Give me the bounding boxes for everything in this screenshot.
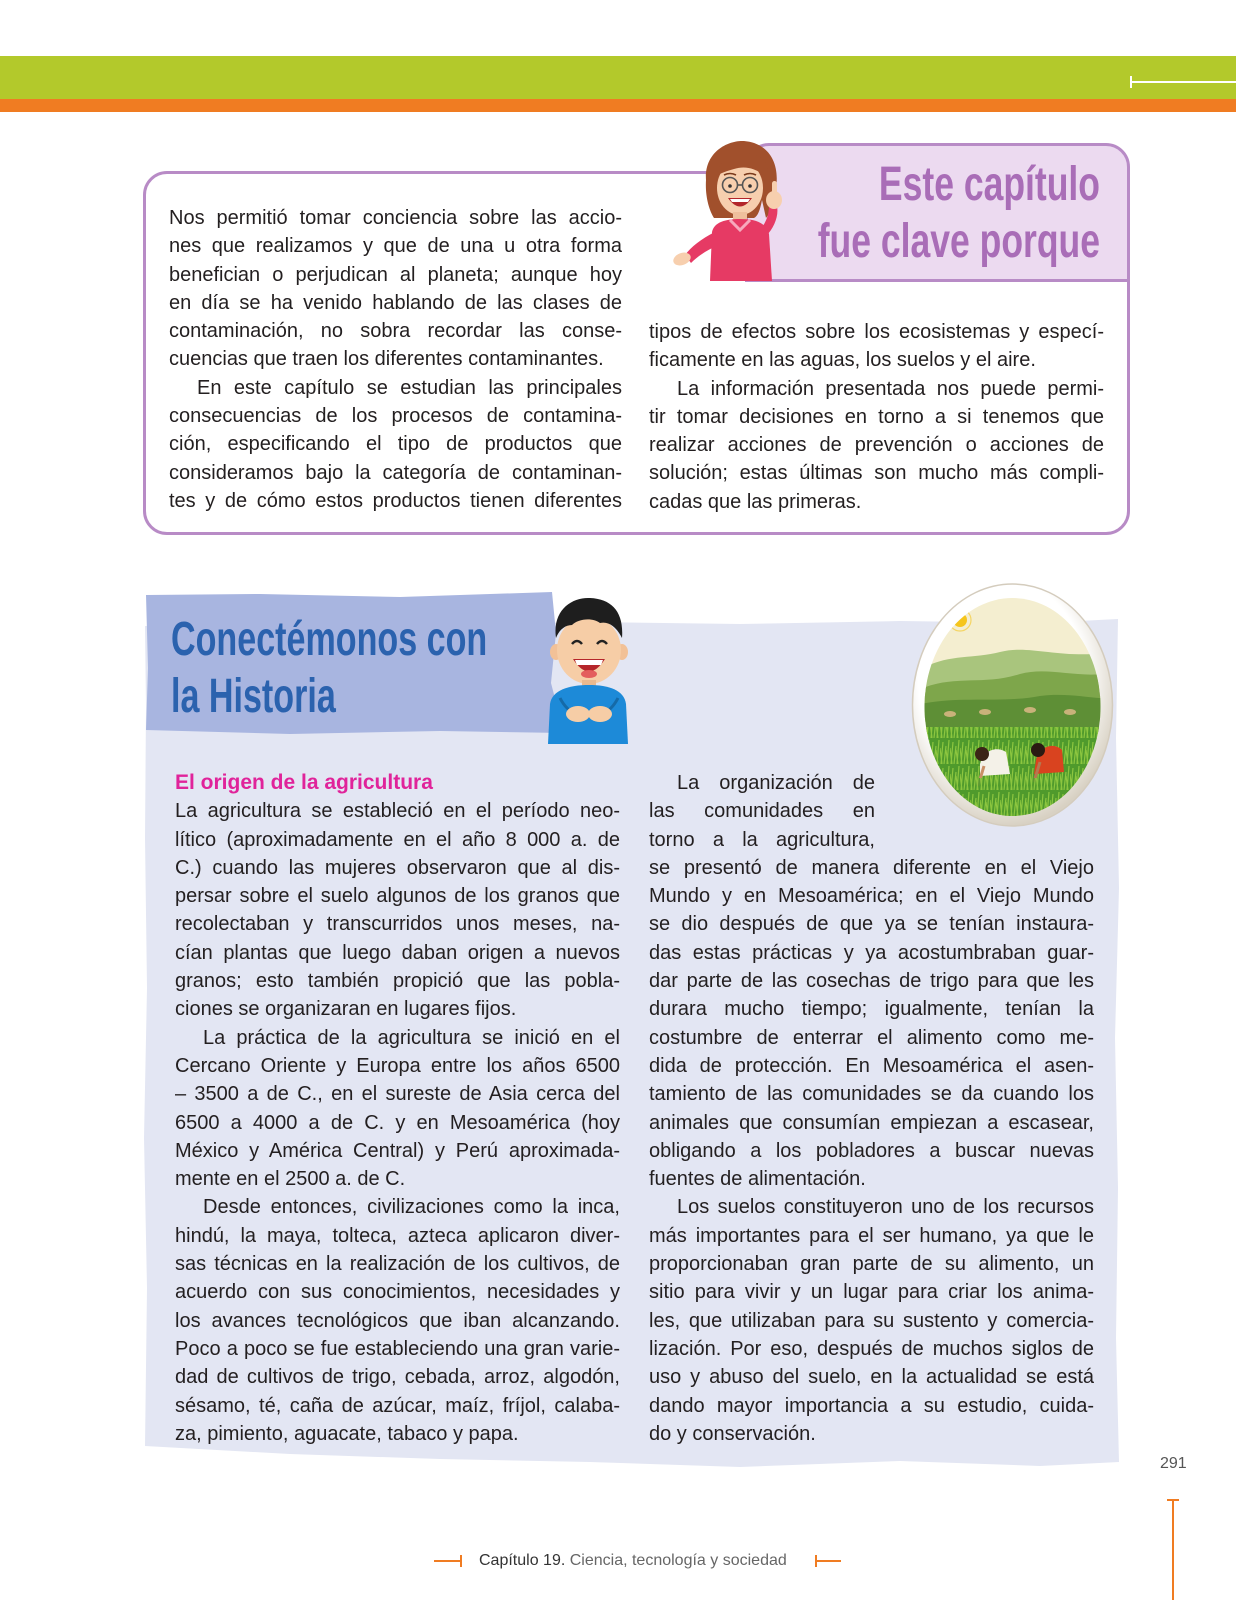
footer-bracket-left: [434, 1560, 461, 1562]
intro-right-column: [649, 318, 1104, 516]
paragraph: [649, 318, 1104, 375]
text-line: hindú, la maya, tolteca, azteca aplicaron diver-: [175, 1224, 620, 1247]
text-line: za, pimiento, aguacate, tabaco y papa.: [175, 1422, 519, 1445]
history-title-line: la Historia: [171, 670, 336, 723]
intro-title-line: fue clave porque: [817, 215, 1100, 268]
section-subtitle: El origen de la agricultura: [175, 771, 433, 794]
text-line: acuerdo con sus conocimientos, necesidades y: [175, 1281, 620, 1304]
paragraph: [169, 204, 622, 374]
paragraph: [649, 375, 1104, 516]
text-line: En este capítulo se estudian las principales: [197, 376, 622, 399]
text-line: México y América Central) y Perú aproximada-: [175, 1139, 620, 1162]
text-line: La agricultura se estableció en el período neo-: [175, 800, 620, 823]
text-line: Desde entonces, civilizaciones como la inca,: [203, 1196, 620, 1219]
running-footer: [479, 1551, 787, 1571]
text-line: consecuencias de los procesos de contamina-: [169, 405, 622, 428]
text-line: animales que consumían empiezan a escasear,: [649, 1111, 1094, 1134]
text-line: La información presentada nos puede permi-: [677, 377, 1104, 400]
top-orange-band: [0, 99, 1236, 112]
history-left-column: [175, 769, 620, 1448]
text-line: proporcionaban gran parte de su alimento, un: [649, 1253, 1094, 1276]
text-line: nes que realizamos y que de una u otra forma: [169, 235, 622, 258]
text-line: ficamente en las aguas, los suelos y el aire.: [649, 349, 1036, 372]
text-line: dad de cultivos de trigo, cebada, arroz, algodón,: [175, 1366, 620, 1389]
girl-illustration: [670, 138, 795, 285]
history-title: [171, 611, 488, 725]
text-line: se presentó de manera diferente en el Viejo: [649, 856, 1094, 879]
text-line: cían plantas que luego daban origen a nuevos: [175, 941, 620, 964]
text-line: tipos de efectos sobre los ecosistemas y especí-: [649, 321, 1104, 343]
text-line: los avances tecnológicos que iban alcanzando.: [175, 1309, 620, 1332]
footer-bracket-left-tick: [460, 1555, 462, 1567]
history-right-column: [649, 769, 1094, 1448]
boy-illustration: [542, 594, 634, 744]
intro-title: [804, 156, 1100, 270]
text-line: tamiento de las comunidades se da cuando los: [649, 1083, 1094, 1106]
band-marker-tick: [1130, 76, 1132, 88]
paragraph: [649, 1193, 1094, 1448]
paragraph: [175, 1024, 620, 1194]
text-line: realizar acciones de prevención o acciones de: [649, 434, 1104, 457]
footer-bracket-right: [816, 1560, 841, 1562]
text-line: Nos permitió tomar conciencia sobre las accio-: [169, 207, 622, 229]
text-line: Cercano Oriente y Europa entre los años 6500: [175, 1054, 620, 1077]
text-line: benefician o perjudican al planeta; aunque hoy: [169, 263, 622, 286]
paragraph: [175, 1193, 620, 1448]
text-line: en día se ha venido hablando de las clases de: [169, 291, 622, 314]
paragraph: [175, 797, 620, 1023]
text-line: uso y abuso del suelo, en la actualidad se está: [649, 1366, 1094, 1389]
text-line: durara mucho tiempo; igualmente, tenían la: [649, 998, 1094, 1021]
text-line: 6500 a 4000 a de C. y en Mesoamérica (hoy: [175, 1111, 620, 1134]
text-line: Poco a poco se fue estableciendo una gran varie-: [175, 1337, 620, 1360]
top-green-band: [0, 56, 1236, 99]
text-line: torno a la agricultura,: [649, 828, 875, 851]
text-line: tir tomar decisiones en torno a si tenemos que: [649, 405, 1104, 428]
text-line: solución; estas últimas son mucho más compli-: [649, 462, 1104, 485]
text-line: do y conservación.: [649, 1422, 816, 1445]
footer-chapter: Capítulo 19.: [479, 1552, 566, 1569]
page-number: 291: [1160, 1455, 1187, 1472]
text-line: ción, especificando el tipo de productos que: [169, 433, 622, 456]
text-line: más importantes para el ser humano, ya que le: [649, 1224, 1094, 1247]
text-line: lización. Por eso, después de muchos siglos de: [649, 1337, 1094, 1360]
text-line: – 3500 a de C., en el sureste de Asia cerca del: [175, 1083, 620, 1106]
text-line: das estas prácticas y ya acostumbraban guar-: [649, 941, 1094, 964]
text-line: La organización de: [677, 772, 875, 794]
history-title-line: Conectémonos con: [171, 613, 488, 666]
text-line: persar sobre el suelo algunos de los granos que: [175, 885, 620, 908]
text-line: mente en el 2500 a. de C.: [175, 1168, 406, 1191]
text-line: cuencias que traen los diferentes contaminantes.: [169, 348, 604, 371]
intro-title-line: Este capítulo: [878, 158, 1100, 211]
text-line: costumbre de enterrar el alimento como me-: [649, 1026, 1094, 1049]
text-line: contaminación, no sobra recordar las conse-: [169, 320, 622, 343]
intro-left-column: [169, 204, 622, 515]
text-line: sésamo, té, caña de azúcar, maíz, fríjol, calaba-: [175, 1394, 620, 1417]
text-line: granos; esto también propició que las pobla-: [175, 970, 620, 993]
text-line: La práctica de la agricultura se inició en el: [203, 1026, 620, 1049]
side-marker-line: [1172, 1500, 1174, 1600]
text-line: sas técnicas en la realización de los cultivos, de: [175, 1253, 620, 1276]
paragraph: [649, 769, 1094, 1193]
text-line: cadas que las primeras.: [649, 490, 862, 513]
text-line: obligando a los pobladores a buscar nuevas: [649, 1139, 1094, 1162]
text-line: dando mayor importancia a su estudio, cuida-: [649, 1394, 1094, 1417]
text-line: lítico (aproximadamente en el año 8 000 a. de: [175, 828, 620, 851]
text-line: ciones se organizaran en lugares fijos.: [175, 998, 517, 1021]
text-line: C.) cuando las mujeres observaron que al dis-: [175, 856, 620, 879]
text-line: tes y de cómo estos productos tienen diferentes: [169, 489, 622, 512]
footer-title: Ciencia, tecnología y sociedad: [569, 1552, 787, 1569]
paragraph: [169, 374, 622, 515]
text-line: dida de protección. En Mesoamérica el asen-: [649, 1054, 1094, 1077]
text-line: Mundo y en Mesoamérica; en el Viejo Mundo: [649, 885, 1094, 908]
text-line: les, que utilizaban para su sustento y comercia-: [649, 1309, 1094, 1332]
text-line: Los suelos constituyeron uno de los recursos: [677, 1196, 1094, 1219]
text-line: recolectaban y transcurridos unos meses, na-: [175, 913, 620, 936]
text-line: dar parte de las cosechas de trigo para que les: [649, 970, 1094, 993]
text-line: sitio para vivir y un lugar para criar los anima-: [649, 1281, 1094, 1304]
text-line: consideramos bajo la categoría de contaminan-: [169, 461, 622, 484]
band-marker-line: [1130, 81, 1236, 83]
text-line: se dio después de que ya se tenían instaura-: [649, 913, 1094, 936]
text-line: las comunidades en: [649, 800, 875, 823]
text-line: fuentes de alimentación.: [649, 1168, 866, 1191]
